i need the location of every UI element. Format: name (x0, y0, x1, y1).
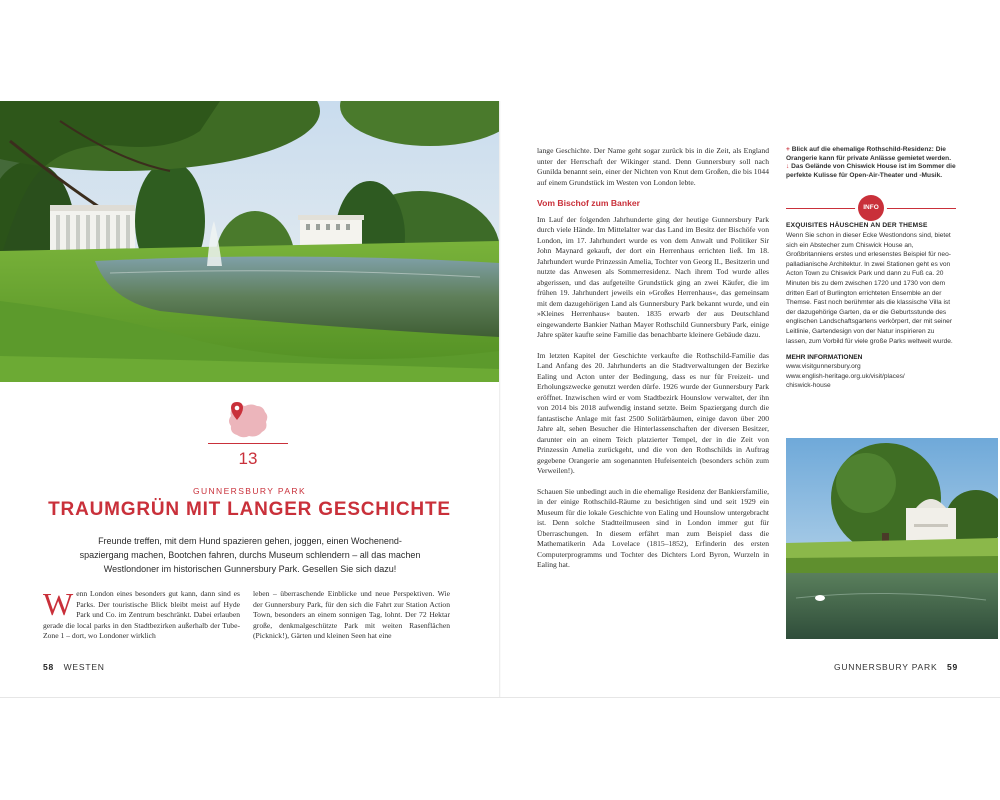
caption-chiswick: ↓ Das Gelände von Chiswick House ist im Sommer die perfekte Kulisse für Open-Air-Theater und -Musik. (786, 163, 956, 179)
info-box (786, 222, 956, 391)
left-column-2 (253, 589, 450, 642)
right-paragraph-2: Im Lauf der folgenden Jahrhunderte ging der heutige Gunnersbury Park durch viele Hände. Im Mittelalter war das Land im Besitz der Bischöfe von London, im 17. Jahrhundert wurde es von dem Anwalt und Politiker Sir John Maynard gekauft, der dort ein Herrenhaus errichten ließ. Im 18. Jahrhundert wurde Prinzessin Amelia, Tochter von Georg II., Besitzerin und nutzte das Anwesen als Sommerresidenz. Nach ihrem Tod wurde alles abgerissen, und das aufgeteilte Grundstück ging an zwei Käufer, die im frühen 19. Jahrhundert jeweils ein »Großes Herrenhaus«, das gemeinsam mit dem dazugehörigen Land als Gunnersbury Park bekannt wurde, und ein »Kleines Herrenhaus« bauten. 1835 erwarb der aus Deutschland eingewanderte Bankier Nathan Mayer Rothschild Gunnersbury Park, einige Jahre später kaufte seine Familie das benachbarte kleinere Gebäude dazu. (537, 214, 769, 339)
chiswick-house-photo (786, 438, 998, 639)
more-info-heading: MEHR INFORMATIONEN (786, 354, 863, 362)
link-english-heritage[interactable]: www.english-heritage.org.uk/visit/places/ (786, 372, 905, 380)
folio-right (834, 662, 958, 672)
chapter-kicker: GUNNERSBURY PARK (192, 486, 307, 496)
left-column-1-text: enn London eines besonders gut kann, dann sind es Parks. Der touristische Blick bleibt meist auf Hyde Park und Co. im Zentrum beschränkt. Dabei erlauben gerade die local parks in den Stadtbezirken außerhalb der Tube-Zone 1 – dort, wo Londoner wirklich (43, 589, 240, 640)
info-heading: EXQUISITES HÄUSCHEN AN DER THEMSE (786, 222, 928, 229)
left-column-2-text: leben – überraschende Einblicke und neue Perspektiven. Wie der Gunnersbury Park, für den sich die Fahrt zur Station Action Town, besonders an einem sonnigen Tag, lohnt. Der 72 Hektar große, denkmalgeschützte Park mit weiten Rasenflächen (Picknick!), Gärten und kleinen Seen hat eine (253, 589, 450, 640)
photo-captions (786, 146, 956, 180)
book-gutter (499, 101, 501, 697)
right-main-column (537, 146, 769, 581)
drop-cap: W (43, 586, 74, 622)
london-map-icon (225, 402, 271, 440)
right-paragraph-4: Schauen Sie unbedingt auch in die ehemalige Residenz der Bankiersfamilie, in der einige Rothschild-Räume zu besichtigen sind und seit 1929 ein Museum für die lokale Geschichte von Ealing und Hounslow untergebracht ist. Denn solche Stadtteilmuseen sind in London immer gut für Überraschungen. In diesem erfährt man zum Beispiel dass die Mathematikerin Ada Lovelace (1815–1852), Erfinderin des ersten Computerprogramms und Tochter des Dichters Lord Byron, Wurzeln in Ealing hat. (537, 486, 769, 569)
page-number-right: 59 (946, 662, 958, 672)
page-number-left: 58 (43, 662, 55, 672)
right-paragraph-1: lange Geschichte. Der Name geht sogar zurück bis in die Zeit, als England unter der Herrschaft der Wikinger stand. Denn Gunnersbury soll nach Gunilda benannt sein, einer der Nichten von Knut dem Großen, die bis 1044 auf einem Grundstück im Westen von London lebte. (537, 146, 769, 187)
chapter-lead: Freunde treffen, mit dem Hund spazieren gehen, joggen, einen Wochenend-spaziergang machen, Bootchen fahren, durchs Museum schlendern – all das machen Westlondoner im historischen Gunnersbury Park. Gesellen Sie sich dazu! (79, 536, 421, 574)
hero-photo-orangery-pond (0, 101, 499, 382)
info-divider (786, 195, 956, 221)
info-text: Wenn Sie schon in dieser Ecke Westlondons sind, bietet sich ein Abstecher zum Chiswick House an, Großbritanniens erstes und erlesenstes Beispiel für neo-palladianische Architektur. In zwei Stationen geht es von Acton Town zu Chiswick Park und dann zu Fuß ca. 20 Minuten bis zu dem zwischen 1720 und 1730 von dem dritten Earl of Burlington errichteten Ensemble an der Themse. Fast noch berühmter als die klassische Villa ist der dazugehörige Garten, da er die Geburtsstunde des englischen Landschaftsgartens verkörpert, der mit seiner Leitlinie, Gartendesign von der Natur inspirieren zu lassen, zum Vorbild für viele große Parks weltweit wurde. (786, 232, 953, 345)
info-badge: INFO (858, 195, 884, 221)
chapter-number-rule (208, 443, 288, 444)
section-label-right: GUNNERSBURY PARK (833, 662, 938, 672)
right-paragraph-3: Im letzten Kapitel der Geschichte verkaufte die Rothschild-Familie das Land Anfang des 20. Jahrhunderts an die Stadtverwaltungen der Bezirke Ealing und Acton unter der Bedingung, dass es nur für Freizeit- und Erholungszwecke genutzt werden dürfe. 1926 wurde der Gunnersbury Park eröffnet. Inzwischen wird er vom Stadtbezirk Hounslow verwaltet, der ihn von 2014 bis 2018 aufwendig instand setzte. Beim Spaziergang durch die fantastische Anlage mit fast 2500 Solitärbäumen, einige davon über 200 Jahre alt, sehen Besucher die Hinterlassenschaften der diversen Besitzer, darunter ein an einem Teich platzierter Tempel, der in die Zeit von Prinzessin Amelia zurückgeht, und die von den Rothschilds in Auftrag gegebene Orangerie am sogenannten Hufeisenteich (besonders schön zum Verweilen!). (537, 350, 769, 475)
chapter-title: TRAUMGRÜN MIT LANGER GESCHICHTE (48, 499, 451, 520)
caption-arrow-icon: + (786, 146, 790, 153)
caption-arrow-down-icon: ↓ (786, 163, 790, 171)
caption-orangery: + Blick auf die ehemalige Rothschild-Residenz: Die Orangerie kann für private Anlässe gemietet werden. (786, 146, 952, 162)
link-english-heritage-cont[interactable]: chiswick-house (786, 382, 831, 390)
section-subhead: Vom Bischof zum Banker (537, 198, 640, 208)
chapter-number: 13 (238, 449, 258, 468)
link-visitgunnersbury[interactable]: www.visitgunnersbury.org (786, 363, 861, 371)
left-column-1 (43, 586, 240, 642)
folio-left (43, 662, 105, 672)
spread-bottom-edge (0, 697, 1000, 698)
section-label-left: WESTEN (63, 662, 105, 672)
